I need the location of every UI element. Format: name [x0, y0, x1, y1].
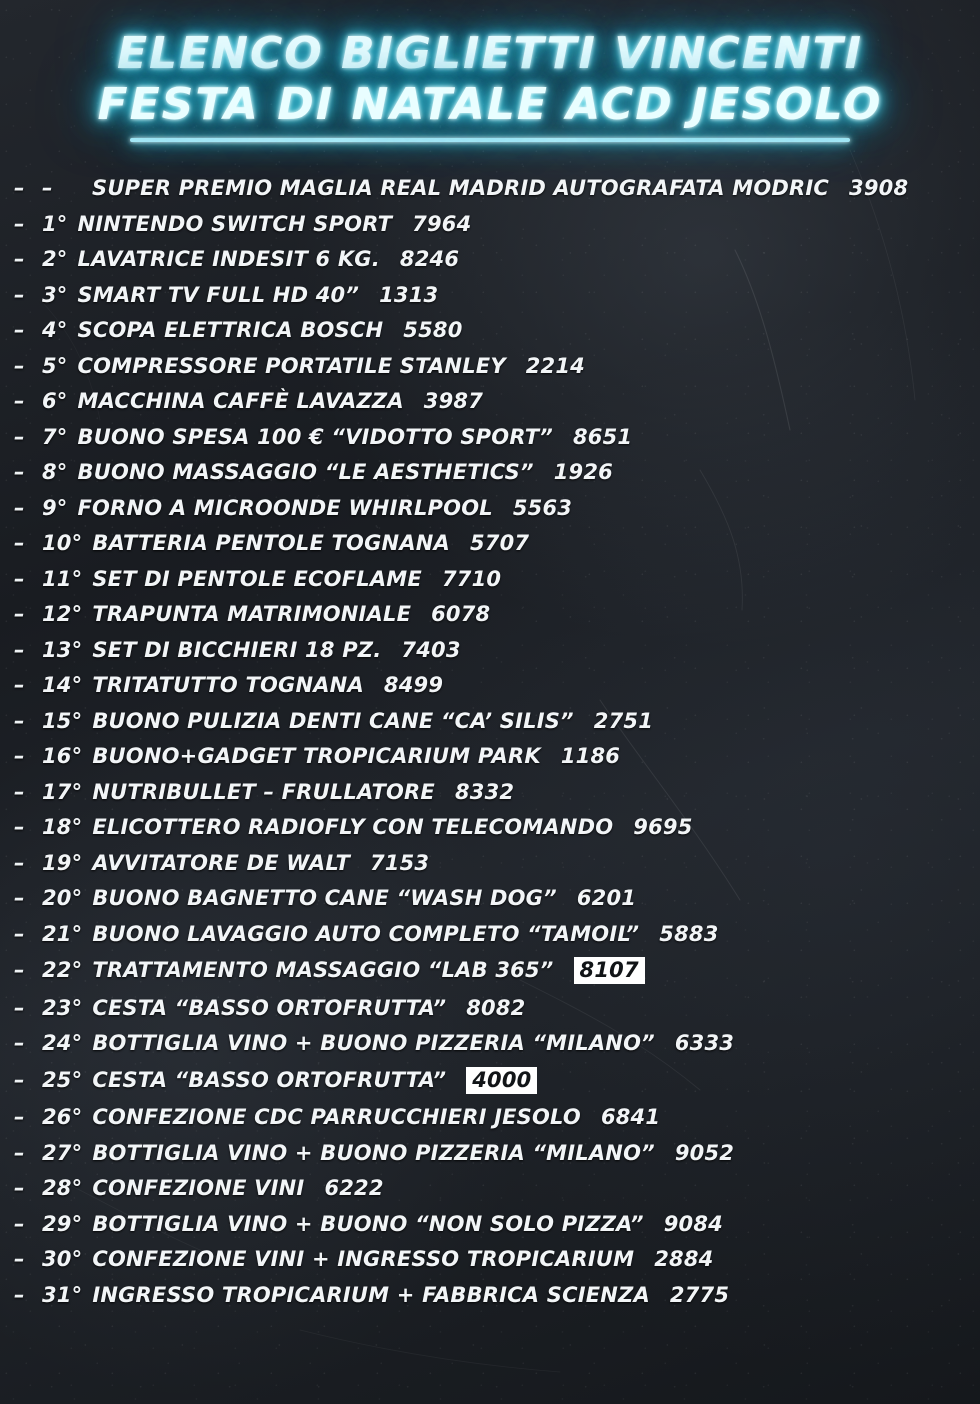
ticket-number: 9084 — [663, 1211, 723, 1236]
prize-rank: 3° — [42, 282, 68, 307]
list-item — [14, 389, 952, 413]
prize-rank: 20° — [42, 886, 83, 911]
bullet-dash: – — [14, 566, 25, 591]
prize-description: CONFEZIONE VINI — [92, 1176, 305, 1201]
list-item — [14, 886, 952, 910]
ticket-number: 5707 — [470, 531, 530, 556]
prize-rank: 7° — [42, 424, 68, 449]
prize-description: BATTERIA PENTOLE TOGNANA — [92, 531, 450, 556]
list-item — [14, 1283, 952, 1307]
bullet-dash: – — [14, 353, 25, 378]
prize-rank: 27° — [42, 1140, 83, 1165]
list-item — [14, 460, 952, 484]
bullet-dash: – — [14, 886, 25, 911]
ticket-number: 2214 — [525, 353, 585, 378]
prize-description: CESTA “BASSO ORTOFRUTTA” — [92, 1067, 447, 1092]
ticket-number: 9695 — [633, 815, 693, 840]
list-item — [14, 922, 952, 946]
bullet-dash: – — [14, 318, 25, 343]
list-item — [14, 247, 952, 271]
prize-rank: 28° — [42, 1176, 83, 1201]
bullet-dash: – — [14, 850, 25, 875]
prize-description: BOTTIGLIA VINO + BUONO PIZZERIA “MILANO” — [92, 1140, 655, 1165]
prize-rank: 11° — [42, 566, 83, 591]
bullet-dash: – — [14, 1176, 25, 1201]
bullet-dash: – — [14, 779, 25, 804]
page-title-line-2: FESTA DI NATALE ACD JESOLO — [97, 79, 883, 131]
bullet-dash: – — [14, 531, 25, 556]
prize-description: NUTRIBULLET – FRULLATORE — [92, 779, 435, 804]
bullet-dash: – — [14, 921, 25, 946]
list-item — [14, 567, 952, 591]
ticket-number: 8246 — [399, 247, 460, 272]
prize-description: AVVITATORE DE WALT — [92, 850, 350, 875]
prize-description: CONFEZIONE VINI + INGRESSO TROPICARIUM — [92, 1247, 635, 1272]
prize-description: BOTTIGLIA VINO + BUONO PIZZERIA “MILANO” — [92, 1031, 655, 1056]
winning-tickets-list — [0, 176, 980, 1307]
prize-rank: 22° — [42, 958, 83, 983]
list-item — [14, 1105, 952, 1129]
list-item — [14, 709, 952, 733]
prize-description: BUONO MASSAGGIO “LE AESTHETICS” — [77, 460, 534, 485]
bullet-dash: – — [14, 1031, 25, 1056]
bullet-dash: – — [14, 211, 25, 236]
prize-rank: 23° — [42, 995, 83, 1020]
bullet-dash: – — [14, 282, 25, 307]
bullet-dash: – — [14, 602, 25, 627]
prize-description: TRATTAMENTO MASSAGGIO “LAB 365” — [92, 958, 554, 983]
prize-description: MACCHINA CAFFÈ LAVAZZA — [77, 389, 404, 414]
bullet-dash: – — [14, 637, 25, 662]
ticket-number: 3987 — [423, 389, 484, 414]
bullet-dash: – — [14, 1282, 25, 1307]
ticket-number: 7964 — [412, 211, 472, 236]
ticket-number: 6201 — [576, 886, 637, 911]
ticket-number: 5580 — [403, 318, 463, 343]
prize-description: ELICOTTERO RADIOFLY CON TELECOMANDO — [92, 815, 614, 840]
prize-description: CESTA “BASSO ORTOFRUTTA” — [92, 995, 447, 1020]
prize-description: SCOPA ELETTRICA BOSCH — [77, 318, 384, 343]
prize-rank: 8° — [42, 460, 68, 485]
list-item — [14, 1212, 952, 1236]
bullet-dash: – — [14, 1211, 25, 1236]
prize-rank: 5° — [42, 353, 68, 378]
ticket-number: 2884 — [654, 1247, 714, 1272]
list-item — [14, 425, 952, 449]
prize-rank: 18° — [42, 815, 83, 840]
bullet-dash: – — [14, 389, 25, 414]
prize-description: BUONO+GADGET TROPICARIUM PARK — [92, 744, 541, 769]
prize-description: TRAPUNTA MATRIMONIALE — [92, 602, 412, 627]
prize-description: FORNO A MICROONDE WHIRLPOOL — [77, 495, 493, 520]
list-item — [14, 780, 952, 804]
prize-description: NINTENDO SWITCH SPORT — [77, 211, 393, 236]
poster-header — [0, 0, 980, 142]
prize-rank: 2° — [42, 247, 68, 272]
ticket-number: 8651 — [573, 424, 633, 449]
ticket-number-highlighted: 4000 — [466, 1067, 537, 1094]
bullet-dash: – — [14, 1067, 25, 1092]
list-item — [14, 815, 952, 839]
list-item — [14, 354, 952, 378]
prize-description: SET DI BICCHIERI 18 PZ. — [92, 637, 382, 662]
list-item — [14, 1141, 952, 1165]
list-item — [14, 957, 952, 984]
prize-rank: 21° — [42, 921, 83, 946]
prize-rank: 30° — [42, 1247, 83, 1272]
list-item — [14, 1067, 952, 1094]
list-item — [14, 212, 952, 236]
ticket-number: 5563 — [512, 495, 573, 520]
bullet-dash: – — [14, 708, 25, 733]
ticket-number: 7153 — [370, 850, 430, 875]
bullet-dash: – — [14, 495, 25, 520]
list-item — [14, 531, 952, 555]
prize-description: BUONO LAVAGGIO AUTO COMPLETO “TAMOIL” — [92, 921, 640, 946]
ticket-number: 5883 — [659, 921, 719, 946]
prize-rank: 4° — [42, 318, 68, 343]
ticket-number-highlighted: 8107 — [574, 957, 645, 984]
prize-description: CONFEZIONE CDC PARRUCCHIERI JESOLO — [92, 1105, 581, 1130]
prize-rank: 13° — [42, 637, 83, 662]
ticket-number: 3908 — [849, 176, 909, 201]
ticket-number: 6078 — [431, 602, 491, 627]
ticket-number: 8082 — [466, 995, 526, 1020]
ticket-number: 8332 — [454, 779, 515, 804]
bullet-dash: – — [14, 673, 25, 698]
prize-description: BOTTIGLIA VINO + BUONO “NON SOLO PIZZA” — [92, 1211, 644, 1236]
bullet-dash: – — [14, 247, 25, 272]
prize-rank: 15° — [42, 708, 83, 733]
bullet-dash: – — [14, 1105, 25, 1130]
list-item — [14, 996, 952, 1020]
bullet-dash: – — [14, 460, 25, 485]
list-item — [14, 283, 952, 307]
prize-rank: 25° — [42, 1067, 83, 1092]
prize-description: SUPER PREMIO MAGLIA REAL MADRID AUTOGRAFATA MODRIC — [92, 176, 830, 201]
ticket-number: 1926 — [553, 460, 613, 485]
prize-description: TRITATUTTO TOGNANA — [92, 673, 364, 698]
prize-rank: 24° — [42, 1031, 83, 1056]
list-item — [14, 318, 952, 342]
prize-rank: 29° — [42, 1211, 83, 1236]
bullet-dash: – — [14, 995, 25, 1020]
prize-rank: 31° — [42, 1282, 83, 1307]
list-item — [14, 602, 952, 626]
list-item — [14, 176, 952, 200]
list-item — [14, 1247, 952, 1271]
prize-description: SMART TV FULL HD 40” — [77, 282, 360, 307]
ticket-number: 6333 — [674, 1031, 735, 1056]
ticket-number: 1186 — [560, 744, 621, 769]
prize-rank: 9° — [42, 495, 68, 520]
list-item — [14, 1176, 952, 1200]
prize-rank: 14° — [42, 673, 83, 698]
prize-rank: 16° — [42, 744, 83, 769]
prize-rank: 19° — [42, 850, 83, 875]
prize-description: BUONO BAGNETTO CANE “WASH DOG” — [92, 886, 557, 911]
title-underline — [130, 138, 850, 142]
ticket-number: 7710 — [441, 566, 502, 591]
bullet-dash: – — [14, 176, 25, 201]
bullet-dash: – — [14, 1247, 25, 1272]
ticket-number: 6222 — [324, 1176, 384, 1201]
ticket-number: 2751 — [593, 708, 654, 733]
prize-rank: 26° — [42, 1105, 83, 1130]
list-item — [14, 1031, 952, 1055]
prize-rank: 10° — [42, 531, 83, 556]
ticket-number: 1313 — [379, 282, 439, 307]
prize-description: SET DI PENTOLE ECOFLAME — [92, 566, 422, 591]
bullet-dash: – — [14, 744, 25, 769]
prize-rank: 17° — [42, 779, 83, 804]
ticket-number: 9052 — [674, 1140, 735, 1165]
prize-description: COMPRESSORE PORTATILE STANLEY — [77, 353, 506, 378]
bullet-dash: – — [14, 815, 25, 840]
prize-rank: 6° — [42, 389, 68, 414]
list-item — [14, 638, 952, 662]
bullet-dash: – — [14, 958, 25, 983]
bullet-dash: – — [14, 1140, 25, 1165]
ticket-number: 8499 — [383, 673, 444, 698]
ticket-number: 2775 — [669, 1282, 730, 1307]
ticket-number: 6841 — [600, 1105, 661, 1130]
prize-description: LAVATRICE INDESIT 6 KG. — [77, 247, 380, 272]
bullet-dash: – — [14, 424, 25, 449]
list-item — [14, 673, 952, 697]
prize-description: INGRESSO TROPICARIUM + FABBRICA SCIENZA — [92, 1282, 650, 1307]
prize-rank: 1° — [42, 211, 68, 236]
prize-rank: 12° — [42, 602, 83, 627]
ticket-number: 7403 — [401, 637, 461, 662]
list-item — [14, 744, 952, 768]
prize-rank: – — [42, 176, 53, 201]
prize-description: BUONO SPESA 100 € “VIDOTTO SPORT” — [77, 424, 553, 449]
list-item — [14, 851, 952, 875]
list-item — [14, 496, 952, 520]
prize-description: BUONO PULIZIA DENTI CANE “CA’ SILIS” — [92, 708, 574, 733]
page-title-line-1: ELENCO BIGLIETTI VINCENTI — [116, 28, 863, 79]
